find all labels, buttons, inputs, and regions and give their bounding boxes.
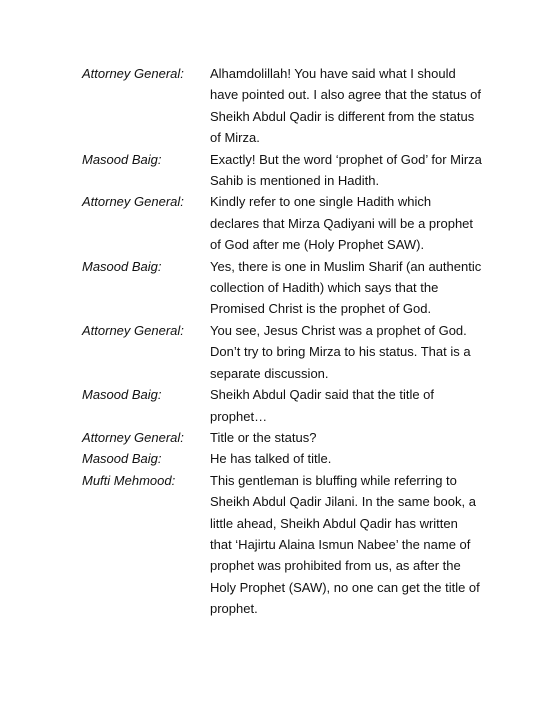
transcript-entry bbox=[82, 256, 482, 320]
speaker-name: Attorney General: bbox=[82, 322, 184, 338]
transcript-entry bbox=[82, 448, 482, 469]
transcript-entry bbox=[82, 320, 482, 384]
speaker-name: Masood Baig: bbox=[82, 151, 162, 167]
speaker-name: Masood Baig: bbox=[82, 258, 162, 274]
speech-text: Sheikh Abdul Qadir said that the title of prophet… bbox=[210, 387, 435, 424]
speaker-name: Attorney General: bbox=[82, 66, 184, 81]
transcript-entry bbox=[82, 149, 482, 192]
speech-text: Exactly! But the word ‘prophet of God’ for Mirza Sahib is mentioned in Hadith. bbox=[210, 151, 482, 189]
transcript-entry bbox=[82, 470, 482, 620]
transcript bbox=[82, 63, 482, 620]
speech-text: This gentleman is bluffing while referring to Sheikh Abdul Qadir Jilani. In the same book, a little ahead, Sheikh Abdul Qadir has written that ‘Hajirtu Alaina Ismun Nabee’ the name of prophet was prohibited from us, as after the Holy Prophet (SAW), no one can get the title of prophet. bbox=[210, 472, 480, 617]
speech-text: Title or the status? bbox=[210, 429, 317, 445]
transcript-entry bbox=[82, 191, 482, 255]
speaker-name: Attorney General: bbox=[82, 429, 184, 445]
speaker-name: Masood Baig: bbox=[82, 451, 162, 467]
speech-text: Kindly refer to one single Hadith which declares that Mirza Qadiyani will be a prophet of God after me (Holy Prophet SAW). bbox=[210, 194, 474, 253]
speaker-name: Masood Baig: bbox=[82, 387, 162, 403]
speech-text: Alhamdolillah! You have said what I should have pointed out. I also agree that the status of Sheikh Abdul Qadir is different from the status of Mirza. bbox=[210, 66, 482, 146]
speech-text: You see, Jesus Christ was a prophet of God. Don’t try to bring Mirza to his status. That is a separate discussion. bbox=[210, 322, 471, 381]
transcript-entry bbox=[82, 384, 482, 427]
transcript-entry bbox=[82, 427, 482, 448]
speaker-name: Mufti Mehmood: bbox=[82, 472, 176, 488]
speech-text: Yes, there is one in Muslim Sharif (an authentic collection of Hadith) which says that the Promised Christ is the prophet of God. bbox=[210, 258, 482, 317]
speech-text: He has talked of title. bbox=[210, 451, 332, 467]
transcript-entry bbox=[82, 63, 482, 149]
speaker-name: Attorney General: bbox=[82, 194, 184, 210]
